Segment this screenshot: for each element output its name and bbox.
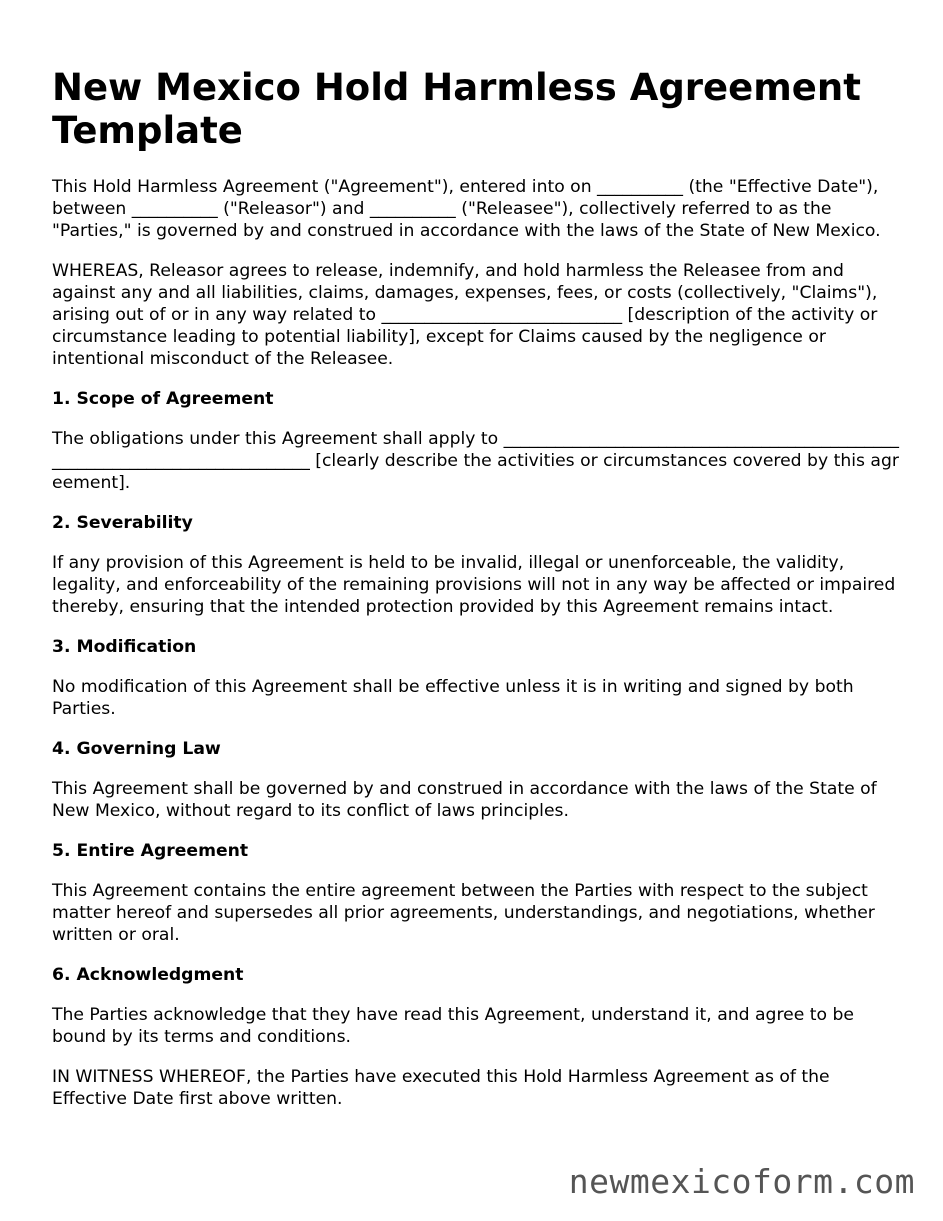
whereas-paragraph: WHEREAS, Releasor agrees to release, indemnify, and hold harmless the Releasee from and against any and all liabilities, claims, damages, expenses, fees, or costs (collectively, "Claims"), arising out of or in any way related to ____________________________ [description of the activity or circumstance leading to potential liability], except for Claims caused by the negligence or intentional misconduct of the Releasee. — [52, 261, 883, 369]
section-heading-acknowledgment: 6. Acknowledgment — [52, 965, 244, 985]
section-heading-severability: 2. Severability — [52, 513, 193, 533]
section-body-acknowledgment: The Parties acknowledge that they have read this Agreement, understand it, and agree to be bound by its terms and conditions. — [52, 1005, 860, 1047]
section-heading-governing-law: 4. Governing Law — [52, 739, 221, 759]
intro-paragraph: This Hold Harmless Agreement ("Agreement"), entered into on __________ (the "Effective Date"), between __________ ("Releasor") and __________ ("Releasee"), collectively referred to as the "Parties," is governed by and construed in accordance with the laws of the State of New Mexico. — [52, 177, 884, 241]
site-watermark: newmexicoform.com — [568, 1162, 915, 1201]
section-body-entire-agreement: This Agreement contains the entire agreement between the Parties with respect to the subject matter hereof and supersedes all prior agreements, understandings, and negotiations, whether written or oral. — [52, 881, 881, 945]
section-body-scope: The obligations under this Agreement shall apply to ____________________________________________________________________________ [clearly describe the activities or circumstances covered by this agreement]. — [52, 429, 899, 493]
section-body-modification: No modification of this Agreement shall be effective unless it is in writing and signed by both Parties. — [52, 677, 860, 719]
section-heading-modification: 3. Modification — [52, 637, 197, 657]
section-body-governing-law: This Agreement shall be governed by and construed in accordance with the laws of the State of New Mexico, without regard to its conflict of laws principles. — [52, 779, 883, 821]
section-heading-entire-agreement: 5. Entire Agreement — [52, 841, 249, 861]
section-heading-scope: 1. Scope of Agreement — [52, 389, 274, 409]
closing-paragraph: IN WITNESS WHEREOF, the Parties have executed this Hold Harmless Agreement as of the Effective Date first above written. — [52, 1067, 836, 1109]
document-title: New Mexico Hold Harmless Agreement Template — [52, 66, 861, 152]
section-body-severability: If any provision of this Agreement is held to be invalid, illegal or unenforceable, the validity, legality, and enforceability of the remaining provisions will not in any way be affected or impaired thereby, ensuring that the intended protection provided by this Agreement remains intact. — [52, 553, 901, 617]
document-page — [52, 66, 902, 1128]
